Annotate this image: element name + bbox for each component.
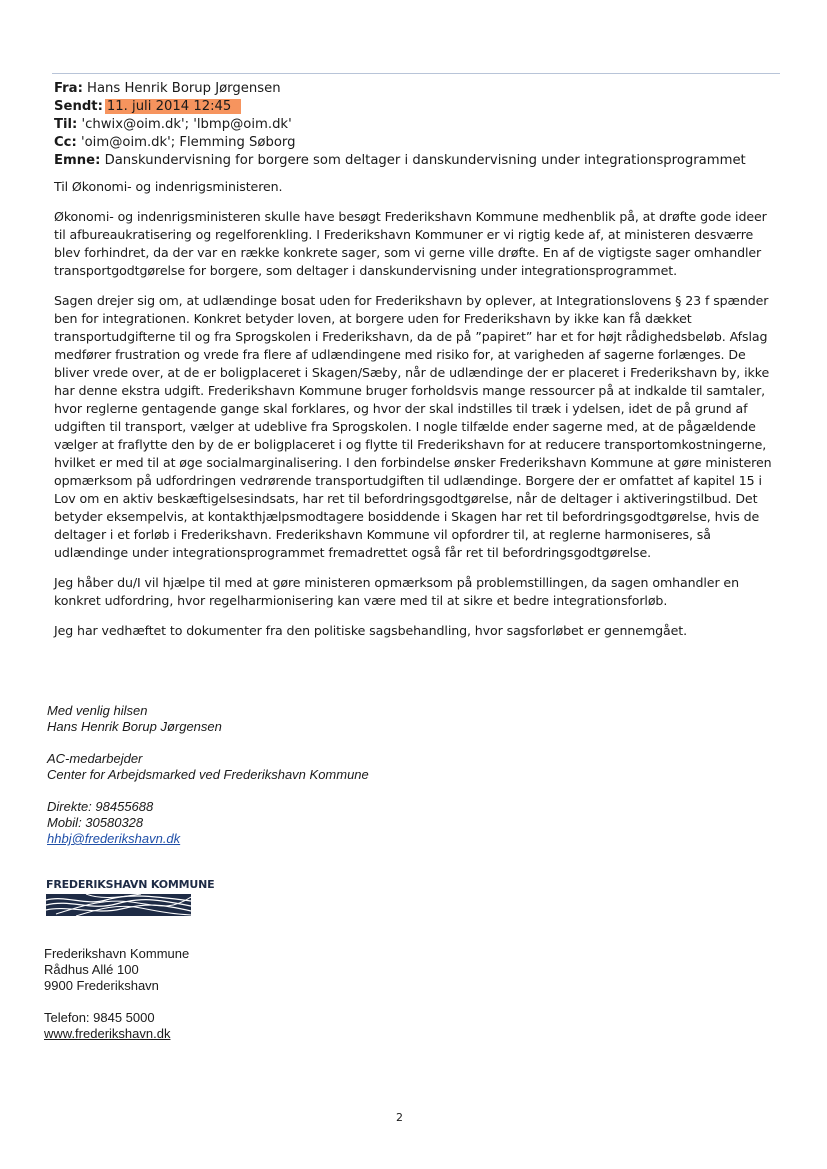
subject-label: Emne: xyxy=(54,153,101,168)
to-line xyxy=(54,116,794,134)
street-address: Rådhus Allé 100 xyxy=(44,962,139,977)
salutation: Til Økonomi- og indenrigsministeren. xyxy=(54,179,283,194)
header-separator xyxy=(52,73,780,74)
to-value: 'chwix@oim.dk'; 'lbmp@oim.dk' xyxy=(81,117,292,132)
cc-value: 'oim@oim.dk'; Flemming Søborg xyxy=(80,135,296,150)
website-link[interactable]: www.frederikshavn.dk xyxy=(44,1026,171,1041)
municipality-logo xyxy=(46,878,215,916)
closing: Med venlig hilsen xyxy=(47,703,148,718)
sent-label: Sendt: xyxy=(54,99,103,114)
postal-city: 9900 Frederikshavn xyxy=(44,978,159,993)
body-paragraph: Sagen drejer sig om, at udlændinge bosat uden for Frederikshavn by oplever, at Integrationslovens § 23 f spænder ben for integrationen. Konkret betyder loven, at borgere uden for Frederikshavn by ikke kan få dækket transportudgifterne til og fra Sprogskolen i Frederikshavn, da de på ”papiret” har et for højt rådighedsbeløb. Afslag medfører frustration og vrede fra flere af udlændingene med risiko for, at varigheden af sagerne forlænges. De bliver vrede over, at de er boligplaceret i Skagen/Sæby, når de udlændinge der er placeret i Frederikshavn by, ikke har denne ekstra udgift. Frederikshavn Kommune bruger forholdsvis mange ressourcer på at indkalde til samtaler, hvor reglerne gentagende gange skal forklares, og hvor der skal indstilles til træk i ydelsen, idet de på grund af udgiften til transport, vælger at udeblive fra Sprogskolen. I nogle tilfælde ender sagerne med, at de pågældende vælger at fraflytte den by de er boligplaceret i og flytte til Frederikshavn for at reducere transportomkostningerne, hvilket er med til at øge socialmarginalisering. I den forbindelse ønsker Frederikshavn Kommune at gøre ministeren opmærksom på udfordringen vedrørende transportudgiften til udlændinge. Borgere der er omfattet af kapitel 15 i Lov om en aktiv beskæftigelsesindsats, har ret til befordringsgodtgørelse, når de deltager i aktiveringstilbud. Det betyder eksempelvis, at kontakthjælpsmodtagere bosiddende i Skagen har ret til befordringsgodtgørelse, hvis de deltager i et forløb i Frederikshavn. Frederikshavn Kommune vil opfordrer til, at reglerne harmoniseres, så udlændinge under integrationsprogrammet fremadrettet også får ret til befordringsgodtgørelse. xyxy=(54,293,772,560)
cc-label: Cc: xyxy=(54,135,77,150)
page-number: 2 xyxy=(396,1111,403,1124)
mobile-phone: Mobil: 30580328 xyxy=(47,815,144,830)
subject-line xyxy=(54,152,794,170)
logo-wordmark: FREDERIKSHAVN KOMMUNE xyxy=(46,878,215,891)
org-phone: Telefon: 9845 5000 xyxy=(44,1010,155,1025)
body-paragraph: Økonomi- og indenrigsministeren skulle have besøgt Frederikshavn Kommune medhenblik på, at drøfte gode ideer til afbureaukratisering og regelforenkling. I Frederikshavn Kommuner er vi rigtig kede af, at ministeren desværre blev forhindret, da der var en række konkrete sager, som vi gerne ville drøfte. En af de vigtigste sager omhandler transportgodtgørelse for borgere, som deltager i danskundervisning under integrationsprogrammet. xyxy=(54,209,767,278)
sender-title: AC-medarbejder xyxy=(47,751,143,766)
org-name: Frederikshavn Kommune xyxy=(44,946,190,961)
body-paragraph: Jeg håber du/I vil hjælpe til med at gøre ministeren opmærksom på problemstillingen, da sagen omhandler en konkret udfordring, hvor regelharmionisering kan være med til at sikre et bedre integrationsforløb. xyxy=(54,575,739,608)
sender-department: Center for Arbejdsmarked ved Frederikshavn Kommune xyxy=(47,767,369,782)
sender-name: Hans Henrik Borup Jørgensen xyxy=(47,719,222,734)
cc-line xyxy=(54,134,794,152)
sent-line xyxy=(54,98,794,116)
subject-value: Danskundervisning for borgere som deltager i danskundervisning under integrationsprogrammet xyxy=(104,153,746,168)
from-value: Hans Henrik Borup Jørgensen xyxy=(87,81,281,96)
to-label: Til: xyxy=(54,117,78,132)
address-block xyxy=(44,946,344,1058)
sent-value-highlighted: 11. juli 2014 12:45 xyxy=(105,99,241,114)
email-body xyxy=(54,178,774,652)
direct-phone: Direkte: 98455688 xyxy=(47,799,154,814)
from-line xyxy=(54,80,794,98)
wave-logo-icon xyxy=(46,894,191,916)
signature-block xyxy=(47,703,447,863)
from-label: Fra: xyxy=(54,81,83,96)
email-header xyxy=(54,80,794,170)
body-paragraph: Jeg har vedhæftet to dokumenter fra den politiske sagsbehandling, hvor sagsforløbet er gennemgået. xyxy=(54,623,688,638)
email-link[interactable]: hhbj@frederikshavn.dk xyxy=(47,831,181,846)
